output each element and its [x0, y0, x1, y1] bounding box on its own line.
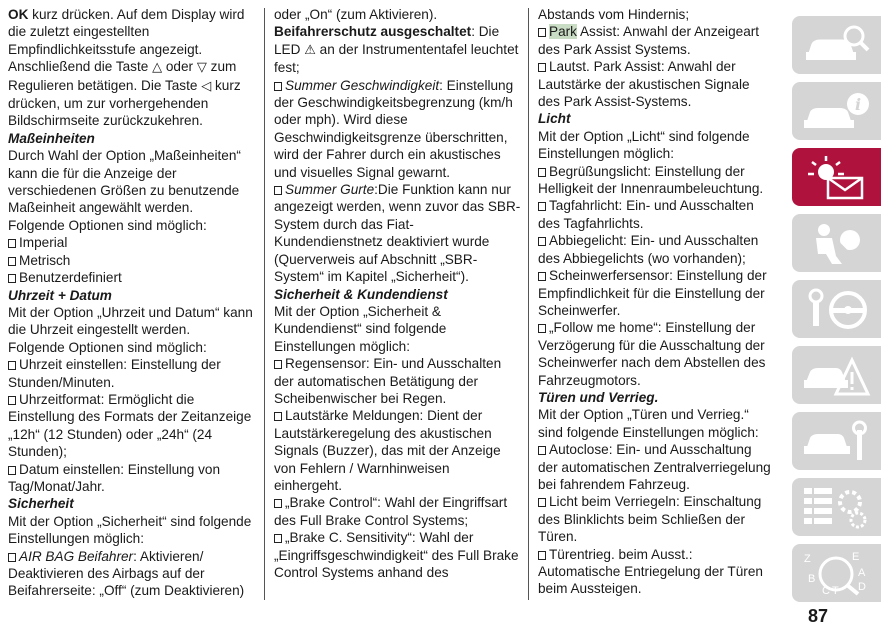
tab-car-overview[interactable]	[792, 16, 881, 74]
up-triangle-icon: △	[152, 60, 163, 76]
list-item: Türentrieg. beim Ausst.: Automatische Entriegelung der Türen beim Aussteigen.	[538, 546, 763, 597]
tab-dashboard-lights[interactable]	[792, 148, 881, 206]
list-item: Abbiegelicht: Ein- und Ausschalten des Abbiegelichts (wo vorhanden);	[538, 233, 759, 266]
svg-text:E: E	[852, 551, 860, 563]
list-item: Benutzerdefiniert	[8, 269, 258, 286]
paragraph: Mit der Option „Sicherheit“ sind folgende Einstellungen möglich:	[8, 513, 252, 547]
paragraph-passenger-protection: Beifahrerschutz ausgeschaltet: Die LED ⚠ an der Instrumententafel leuchtet fest;	[274, 24, 519, 76]
list-item: Tagfahrlicht: Ein- und Ausschalten des Tagfahrlichts.	[538, 198, 754, 231]
checkbox-icon	[538, 272, 546, 281]
list-item: Begrüßungslicht: Einstellung der Helligkeit der Innenraumbeleuchtung.	[538, 163, 764, 197]
paragraph: Abstands vom Hindernis;	[538, 7, 690, 22]
gears-list-icon	[802, 484, 872, 530]
tab-warning-lights[interactable]	[792, 346, 881, 404]
svg-text:T: T	[832, 585, 839, 596]
svg-text:Z: Z	[804, 553, 811, 565]
checkbox-icon	[274, 186, 282, 195]
checkbox-icon	[8, 361, 16, 370]
warning-triangle-car-icon	[802, 352, 872, 398]
checkbox-icon	[274, 499, 282, 508]
airbag-person-icon	[802, 220, 872, 266]
checkbox-icon	[274, 412, 282, 421]
key-steering-wheel-icon	[802, 286, 872, 332]
alphabet-index-icon	[802, 550, 872, 596]
airbag-off-led-icon: ⚠	[304, 42, 316, 58]
paragraph: Folgende Optionen sind möglich:	[8, 339, 207, 355]
text-column-2	[274, 6, 521, 581]
list-item: Summer Gurte:Die Funktion kann nur angezeigt werden, wenn zuvor das SBR-System durch das Fiat-Kundendienstnetz deaktiviert wurde (Querverweis auf Abschnitt „SBR-System“ im Kapitel „Sicherheit“).	[274, 182, 521, 285]
text: zum Regulieren betätigen. Die Taste	[8, 59, 237, 93]
heading-doors: Türen und Verrieg.	[538, 389, 659, 405]
checkbox-icon	[8, 239, 16, 248]
checkbox-icon	[8, 553, 16, 562]
list-item: Autoclose: Ein- und Ausschaltung der automatischen Zentralverriegelung bei fahrendem Fahrzeug.	[538, 442, 771, 492]
paragraph: Durch Wahl der Option „Maßeinheiten“ kann die für die Anzeige der verschiedenen Größen zu benutzende Maßeinheit angewählt werden.	[8, 148, 241, 216]
tab-safety[interactable]	[792, 214, 881, 272]
highlighted-word: Park	[549, 24, 577, 40]
tab-index[interactable]	[792, 544, 881, 602]
text-column-3	[538, 6, 774, 598]
checkbox-icon	[538, 446, 546, 455]
dashboard-light-mail-icon	[802, 154, 872, 200]
list-item: „Brake C. Sensitivity“: Wahl der „Eingriffsgeschwindigkeit“ des Full Brake Control Systems anhand des	[274, 530, 519, 580]
paragraph: oder „On“ (zum Aktivieren).	[274, 7, 438, 22]
checkbox-icon	[538, 28, 546, 37]
text: oder	[165, 59, 194, 75]
car-wrench-icon	[802, 418, 872, 464]
checkbox-icon	[8, 274, 16, 283]
checkbox-icon	[274, 82, 282, 91]
car-search-icon	[802, 22, 872, 68]
paragraph-ok	[8, 6, 258, 130]
checkbox-icon	[538, 202, 546, 211]
list-item: Datum einstellen: Einstellung von Tag/Monat/Jahr.	[8, 461, 220, 494]
paragraph: Mit der Option „Licht“ sind folgende Einstellungen möglich:	[538, 128, 750, 162]
page-number: 87	[808, 606, 829, 626]
car-info-icon	[802, 88, 872, 134]
list-item: Summer Geschwindigkeit: Einstellung der Geschwindigkeitsbegrenzung (km/h oder mph). Wird diese Geschwindigkeitsgrenze überschritten, wird der Fahrer durch ein akustisches und visuelles Signal gewarnt.	[274, 77, 514, 180]
chapter-tabs	[792, 16, 885, 610]
tab-maintenance[interactable]	[792, 412, 881, 470]
tab-car-info[interactable]	[792, 82, 881, 140]
checkbox-icon	[538, 324, 546, 333]
text: kurz drücken. Auf dem Display wird die zuletzt eingestellten Empfindlichkeitsstufe angezeigt. Anschließend die Taste	[8, 7, 245, 75]
list-item: Park Assist: Anwahl der Anzeigeart des Park Assist Systems.	[538, 24, 760, 57]
paragraph: Folgende Optionen sind möglich:	[8, 217, 207, 233]
checkbox-icon	[8, 396, 16, 405]
ok-keyword: OK	[8, 7, 29, 22]
heading-time-date: Uhrzeit + Datum	[8, 287, 112, 303]
list-item: „Follow me home“: Einstellung der Verzögerung für die Ausschaltung der Scheinwerfer nach dem Abstellen des Fahrzeugmotors.	[538, 320, 766, 388]
list-item: Regensensor: Ein- und Ausschalten der automatischen Betätigung der Scheibenwischer bei Regen.	[274, 356, 502, 406]
text: kurz drücken, um zur vorhergehenden Bildschirmseite zurückzukehren.	[8, 77, 241, 129]
heading-safety: Sicherheit	[8, 496, 74, 512]
list-item: Lautst. Park Assist: Anwahl der Lautstärke der akustischen Signale des Park Assist-Systems.	[538, 59, 750, 110]
paragraph: Mit der Option „Türen und Verrieg.“ sind folgende Einstellungen möglich:	[538, 407, 759, 440]
list-item: Uhrzeitformat: Ermöglicht die Einstellung des Formats der Zeitanzeige „12h“ (12 Stunden) oder „24h“ (24 Stunden);	[8, 391, 252, 460]
list-item: Licht beim Verriegeln: Einschaltung des Blinklichts beim Schließen der Türen.	[538, 494, 762, 545]
checkbox-icon	[274, 360, 282, 369]
tab-starting-driving[interactable]	[792, 280, 881, 338]
paragraph: Mit der Option „Uhrzeit und Datum“ kann die Uhrzeit eingestellt werden.	[8, 304, 253, 338]
svg-text:C: C	[822, 585, 830, 596]
list-item: Imperial	[8, 234, 258, 251]
checkbox-icon	[538, 168, 546, 177]
list-item: „Brake Control“: Wahl der Eingriffsart des Full Brake Control Systems;	[274, 495, 508, 528]
checkbox-icon	[274, 534, 282, 543]
svg-text:A: A	[858, 567, 866, 579]
svg-text:B: B	[808, 573, 816, 585]
heading-safety-service: Sicherheit & Kundendienst	[274, 286, 448, 302]
list-item: Metrisch	[8, 252, 258, 269]
down-triangle-icon: ▽	[196, 60, 207, 76]
checkbox-icon	[538, 551, 546, 560]
list-item: AIR BAG Beifahrer: Aktivieren/ Deaktivieren des Airbags auf der Beifahrerseite: „Off“ (zum Deaktivieren)	[8, 548, 245, 599]
list-item: Uhrzeit einstellen: Einstellung der Stunden/Minuten.	[8, 357, 221, 390]
heading-units: Maßeinheiten	[8, 130, 95, 146]
paragraph: Mit der Option „Sicherheit & Kundendienst“ sind folgende Einstellungen möglich:	[274, 303, 447, 354]
tab-technical-data[interactable]	[792, 478, 881, 536]
list-item: Scheinwerfersensor: Einstellung der Empfindlichkeit für die Einstellung der Scheinwerfer.	[538, 268, 767, 318]
checkbox-icon	[8, 466, 16, 475]
list-item: Lautstärke Meldungen: Dient der Lautstärkeregelung des akustischen Signals (Buzzer), das mit der Anzeige von Fehlern / Warnhinweisen einhergeht.	[274, 408, 501, 493]
column-divider	[528, 8, 529, 600]
svg-text:D: D	[858, 581, 866, 593]
text-column-1	[8, 6, 258, 600]
checkbox-icon	[538, 63, 546, 72]
svg-text:i: i	[855, 95, 862, 114]
checkbox-icon	[8, 257, 16, 266]
left-triangle-icon: ◁	[201, 78, 212, 94]
checkbox-icon	[538, 498, 546, 507]
checkbox-icon	[538, 237, 546, 246]
column-divider	[264, 8, 265, 600]
heading-light: Licht	[538, 111, 571, 127]
